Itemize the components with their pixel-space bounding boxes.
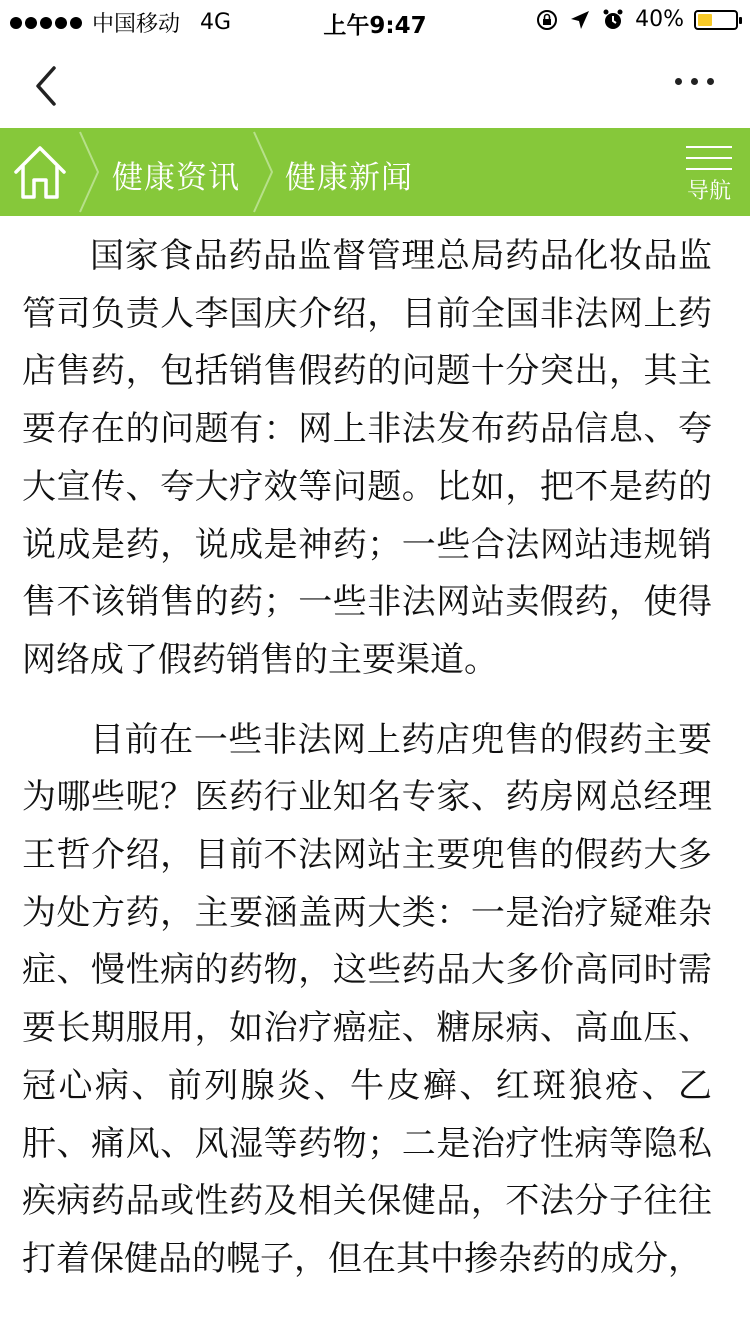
navigation-menu-button[interactable] <box>686 142 732 206</box>
home-icon[interactable] <box>12 142 68 202</box>
breadcrumb-item-health-news[interactable]: 健康新闻 <box>285 160 413 196</box>
status-right <box>535 7 738 32</box>
location-arrow-icon <box>569 9 591 31</box>
hamburger-menu-icon <box>686 142 732 170</box>
article-paragraph: 国家食品药品监督管理总局药品化妆品监管司负责人李国庆介绍，目前全国非法网上药店售药，包括销售假药的问题十分突出，其主要存在的问题有：网上非法发布药品信息、夸大宣传、夸大疗效等问题。比如，把不是药的说成是药，说成是神药；一些合法网站违规销售不该销售的药；一些非法网站卖假药，使得网络成了假药销售的主要渠道。 <box>22 236 712 680</box>
navigation-menu-label: 导航 <box>686 179 731 204</box>
carrier-name: 中国移动 <box>92 12 181 37</box>
article-body <box>22 228 712 1311</box>
top-nav-bar <box>0 42 750 128</box>
breadcrumb-separator-icon <box>78 130 100 214</box>
article-paragraph: 目前在一些非法网上药店兜售的假药主要为哪些呢？医药行业知名专家、药房网总经理王哲介绍，目前不法网站主要兜售的假药大多为处方药，主要涵盖两大类：一是治疗疑难杂症、慢性病的药物，这些药品大多价高同时需要长期服用，如治疗癌症、糖尿病、高血压、冠心病、前列腺炎、牛皮癣、红斑狼疮、乙肝、痛风、风湿等药物；二是治疗性病等隐私疾病药品或性药及相关保健品，不法分子往往打着保健品的幌子，但在其中掺杂药的成分， <box>22 719 712 1279</box>
battery-percent: 40% <box>635 7 684 32</box>
orientation-lock-icon <box>535 8 559 32</box>
battery-level-fill <box>698 14 712 26</box>
breadcrumb-separator-icon <box>252 130 274 214</box>
status-time: 上午9:47 <box>323 13 427 39</box>
status-bar <box>0 0 750 42</box>
battery-icon <box>694 10 738 30</box>
chevron-left-icon[interactable] <box>28 64 68 108</box>
ellipsis-icon[interactable] <box>675 78 714 85</box>
breadcrumb-item-health-info[interactable]: 健康资讯 <box>112 160 240 196</box>
alarm-clock-icon <box>601 8 625 32</box>
network-type: 4G <box>200 10 232 35</box>
breadcrumb <box>0 128 750 216</box>
